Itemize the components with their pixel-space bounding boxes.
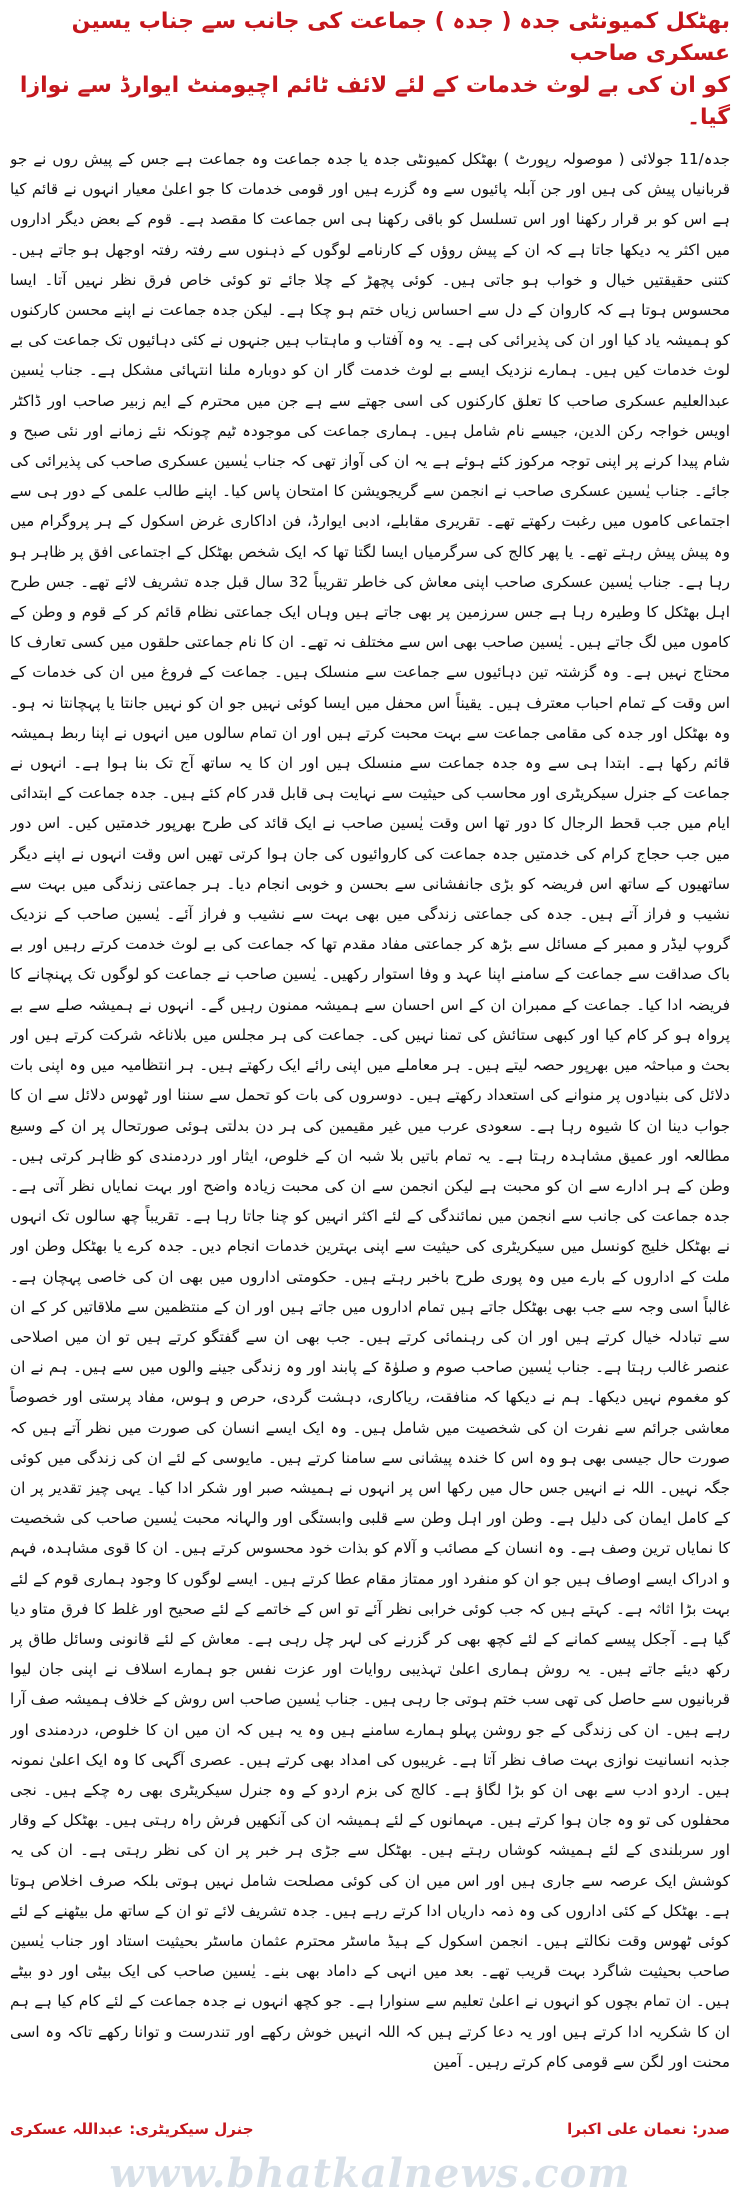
secretary-signature: [10, 2120, 254, 2146]
secretary-name: عبداللہ عسکری: [10, 2120, 124, 2138]
article-paragraph: جدہ/11 جولائی ( موصولہ رپورٹ ) بھٹکل کمیونٹی جدہ یا جدہ جماعت وہ جماعت ہے جس کے پیش روں نے جو قربانیاں پیش کی ہیں اور جن آبلہ پائیوں سے وہ گزرے ہیں اور قومی خدمات کا جو اعلیٰ معیار انہوں نے قائم کیا ہے اس کو بر قرار رکھنا اور اس تسلسل کو باقی رکھنا ہی اس جماعت کا مقصد ہے۔ قوم کے بعض دیگر اداروں میں اکثر یہ دیکھا جاتا ہے کہ ان کے پیش روؤں کے کارنامے لوگوں کے ذہنوں سے رفتہ رفتہ اوجھل ہو جاتے ہیں۔ کتنی حقیقتیں خیال و خواب ہو جاتی ہیں۔ کوئی پچھڑ کے چلا جائے تو کوئی خاص فرق نظر نہیں آتا۔ ایسا محسوس ہوتا ہے کہ کاروان کے دل سے احساس زیاں ختم ہو چکا ہے۔ لیکن جدہ جماعت نے اپنے محسن کارکنوں کو ہمیشہ یاد کیا اور ان کی پذیرائی کی ہے۔ یہ وہ آفتاب و ماہتاب ہیں جنہوں نے کئی دہائیوں تک جماعت کی بے لوث خدمات کیں ہیں۔ ہمارے نزدیک ایسے بے لوث خدمت گار ان کو دوبارہ ملنا انتہائی مشکل ہے۔ جناب یٰسین عبدالعلیم عسکری صاحب کا تعلق کارکنوں کی اسی جھتے سے ہے جن میں محترم کے ایم زبیر صاحب اور ڈاکٹر اویس خواجہ رکن الدین، جیسے نام شامل ہیں۔ ہماری جماعت کی موجودہ ٹیم چونکہ نئے زمانے اور نئی صبح و شام پیدا کرنے پر اپنی توجہ مرکوز کئے ہوئے ہے یہ ان کی آواز تھی کہ جناب یٰسین عسکری صاحب کی پذیرائی کی جائے۔ جناب یٰسین عسکری صاحب نے انجمن سے گریجویشن کا امتحان پاس کیا۔ اپنے طالب علمی کے دور ہی سے اجتماعی کاموں میں رغبت رکھتے تھے۔ تقریری مقابلے، ادبی ایوارڈ، فن اداکاری غرض اسکول کے ہر پروگرام میں وہ پیش پیش رہتے تھے۔ یا پھر کالج کی سرگرمیاں ایسا لگتا تھا کہ ایک شخص بھٹکل کے اجتماعی افق پر ظاہر ہو رہا ہے۔ جناب یٰسین عسکری صاحب اپنی معاش کی خاطر تقریباً 32 سال قبل جدہ تشریف لائے تھے۔ جس طرح اہل بھٹکل کا وطیرہ رہا ہے جس سرزمین پر بھی جاتے ہیں وہاں ایک جماعتی نظام قائم کر کے قوم و وطن کے کاموں میں لگ جاتے ہیں۔ یٰسین صاحب بھی اس سے مختلف نہ تھے۔ ان کا نام جماعتی حلقوں میں کسی تعارف کا محتاج نہیں ہے۔ وہ گزشتہ تین دہائیوں سے جماعت سے منسلک ہیں۔ جماعت کے فروغ میں ان کی خدمات کے اس وقت کے تمام احباب معترف ہیں۔ یقیناً اس محفل میں ایسا کوئی نہیں جو ان کو نہیں جانتا یا پہچانتا نہ ہو۔ وہ بھٹکل اور جدہ کی مقامی جماعت سے بہت محبت کرتے ہیں اور ان تمام سالوں میں انہوں نے اپنا ربط ہمیشہ قائم رکھا ہے۔ ابتدا ہی سے وہ جدہ جماعت سے منسلک ہیں اور ان کا یہ ساتھ آج تک بنا ہوا ہے۔ انہوں نے جماعت کے جنرل سیکریٹری اور محاسب کی حیثیت سے نہایت ہی قابل قدر کام کئے ہیں۔ جدہ جماعت کے ابتدائی ایام میں جب قحط الرجال کا دور تھا اس وقت یٰسین صاحب نے ایک قائد کی طرح بھرپور خدمتیں کیں۔ اس دور میں جب حجاج کرام کی خدمتیں جدہ جماعت کی کاروائیوں کی جان ہوا کرتی تھیں اس وقت انہوں نے اپنے دیگر ساتھیوں کے ساتھ اس فریضہ کو بڑی جانفشانی سے بحسن و خوبی انجام دیا۔ ہر جماعتی زندگی میں بہت سے نشیب و فراز آتے ہیں۔ جدہ کی جماعتی زندگی میں بھی بہت سے نشیب و فراز آئے۔ یٰسین صاحب کے نزدیک گروپ لیڈر و ممبر کے مسائل سے بڑھ کر جماعتی مفاد مقدم تھا کہ جماعت کی بے لوث خدمت کرتے رہیں اور بے باک صداقت سے جماعت کے سامنے اپنا عہد و وفا استوار رکھیں۔ یٰسین صاحب نے جماعت کو لوگوں تک پہنچانے کا فریضہ ادا کیا۔ جماعت کے ممبران ان کے اس احسان سے ہمیشہ ممنون رہیں گے۔ انہوں نے ہمیشہ صلے سے بے پرواہ ہو کر کام کیا اور کبھی ستائش کی تمنا نہیں کی۔ جماعت کی ہر مجلس میں بلاناغہ شرکت کرتے ہیں اور بحث و مباحثہ میں بھرپور حصہ لیتے ہیں۔ ہر معاملے میں اپنی رائے ایک رکھتے ہیں۔ ہر انتظامیہ میں وہ اپنی بات دلائل کی بنیادوں پر منوانے کی استعداد رکھتے ہیں۔ دوسروں کی بات کو تحمل سے سننا اور ٹھوس دلائل سے ان کا جواب دینا ان کا شیوہ رہا ہے۔ سعودی عرب میں غیر مقیمین کی ہر دن بدلتی ہوئی صورتحال پر ان کے وسیع مطالعہ اور عمیق مشاہدہ رہتا ہے۔ یہ تمام باتیں بلا شبہ ان کے خلوص، ایثار اور دردمندی کو ظاہر کرتی ہیں۔ وطن کے ہر ادارے سے ان کو محبت ہے لیکن انجمن سے ان کی محبت زیادہ واضح اور بہت نمایاں نظر آتی ہے۔ جدہ جماعت کی جانب سے انجمن میں نمائندگی کے لئے اکثر انہیں کو چنا جاتا رہا ہے۔ تقریباً چھ سالوں تک انہوں نے بھٹکل خلیج کونسل میں سیکریٹری کی حیثیت سے اپنی بہترین خدمات انجام دیں۔ جدہ کرے یا بھٹکل وطن اور ملت کے اداروں کے بارے میں وہ پوری طرح باخبر رہتے ہیں۔ حکومتی اداروں میں بھی ان کی خاصی پہچان ہے۔ غالباً اسی وجہ سے جب بھی بھٹکل جاتے ہیں تمام اداروں میں جاتے ہیں اور ان کے منتظمین سے ملاقاتیں کر کے ان سے تبادلہ خیال کرتے ہیں اور ان کی رہنمائی کرتے ہیں۔ جب بھی ان سے گفتگو کرتے ہیں تو ان میں اصلاحی عنصر غالب رہتا ہے۔ جناب یٰسین صاحب صوم و صلوٰۃ کے پابند اور وہ زندگی جینے والوں میں سے ہیں۔ ہم نے ان کو مغموم نہیں دیکھا۔ ہم نے دیکھا کہ منافقت، ریاکاری، دہشت گردی، حرص و ہوس، مفاد پرستی اور خصوصاً معاشی جرائم سے نفرت ان کی شخصیت میں شامل ہیں۔ وہ ایک ایسے انسان کی صورت میں نظر آتے ہیں کہ صورت حال جیسی بھی ہو وہ اس کا خندہ پیشانی سے سامنا کرتے ہیں۔ مایوسی کے لئے ان کی زندگی میں کوئی جگہ نہیں۔ اللہ نے انہیں جس حال میں رکھا اس پر انہوں نے ہمیشہ صبر اور شکر ادا کیا۔ یہی چیز تقدیر پر ان کے کامل ایمان کی دلیل ہے۔ وطن اور اہل وطن سے قلبی وابستگی اور والہانہ محبت یٰسین صاحب کی شخصیت کا نمایاں ترین وصف ہے۔ وہ انسان کے مصائب و آلام کو بذات خود محسوس کرتے ہیں۔ ان کا قوی مشاہدہ، فہم و ادراک ایسے اوصاف ہیں جو ان کو منفرد اور ممتاز مقام عطا کرتے ہیں۔ ایسے لوگوں کا وجود ہماری قوم کے لئے بہت بڑا اثاثہ ہے۔ کہتے ہیں کہ جب کوئی خرابی نظر آئے تو اس کے خاتمے کے لئے صحیح اور غلط کا فرق متاو دیا گیا ہے۔ آجکل پیسے کمانے کے لئے کچھ بھی کر گزرنے کی لہر چل رہی ہے۔ معاش کے لئے قانونی وسائل طاق پر رکھ دیئے جاتے ہیں۔ یہ روش ہماری اعلیٰ تہذیبی روایات اور عزت نفس جو ہمارے اسلاف نے اپنی جان لیوا قربانیوں سے حاصل کی تھی سب ختم ہوتی جا رہی ہیں۔ جناب یٰسین صاحب اس روش کے خلاف ہمیشہ صف آرا رہے ہیں۔ ان کی زندگی کے جو روشن پہلو ہمارے سامنے ہیں وہ یہ ہیں کہ ان میں ان کا خلوص، دردمندی اور جذبہ انسانیت نوازی بہت صاف نظر آتا ہے۔ غریبوں کی امداد بھی کرتے ہیں۔ عصری آگہی کا وہ ایک اعلیٰ نمونہ ہیں۔ اردو ادب سے بھی ان کو بڑا لگاؤ ہے۔ کالج کی بزم اردو کے وہ جنرل سیکریٹری بھی رہ چکے ہیں۔ نجی محفلوں کی تو وہ جان ہوا کرتے ہیں۔ مہمانوں کے لئے ہمیشہ ان کی آنکھیں فرش راہ رہتی ہیں۔ بھٹکل کے وقار اور سربلندی کے لئے ہمیشہ کوشاں رہتے ہیں۔ بھٹکل سے جڑی ہر خبر پر ان کی نظر رہتی ہے۔ ان کی یہ کوشش ایک عرصہ سے جاری ہیں اور اس میں ان کی کوئی مصلحت شامل نہیں ہوتی بلکہ صرف اخلاص ہوتا ہے۔ بھٹکل کے کئی اداروں کی وہ ذمہ داریاں ادا کرتے رہے ہیں۔ جدہ تشریف لائے تو ان کے ساتھ مل بیٹھنے کے لئے کوئی ٹھوس وقت نکالتے ہیں۔ انجمن اسکول کے ہیڈ ماسٹر محترم عثمان ماسٹر بحیثیت استاد اور جناب یٰسین صاحب بحیثیت شاگرد بہت قریب تھے۔ بعد میں انہی کے داماد بھی بنے۔ یٰسین صاحب کی ایک بیٹی اور دو بیٹے ہیں۔ ان تمام بچوں کو انہوں نے اعلیٰ تعلیم سے سنوارا ہے۔ جو کچھ انہوں نے جدہ جماعت کے لئے کام کیا ہے ہم ان کا شکریہ ادا کرتے ہیں اور یہ دعا کرتے ہیں کہ اللہ انہیں خوش رکھے اور تندرست و توانا رکھے تاکہ وہ اسی محنت اور لگن سے قومی کام کرتے رہیں۔ آمین: [10, 150, 730, 2071]
headline-line-1: بھٹکل کمیونٹی جدہ ( جدہ ) جماعت کی جانب سے جناب یسین عسکری صاحب: [71, 9, 730, 66]
secretary-title: جنرل سیکریٹری:: [129, 2120, 254, 2138]
president-signature: [567, 2120, 730, 2146]
signatures-row: [10, 2120, 730, 2146]
article-body: [10, 144, 730, 2119]
site-watermark: www.bhatkalnews.com: [109, 2150, 631, 2197]
headline: [10, 6, 730, 134]
president-title: صدر:: [692, 2120, 730, 2138]
headline-line-2: کو ان کی بے لوث خدمات کے لئے لائف ٹائم اچیومنٹ ایوارڈ سے نوازا گیا۔: [19, 73, 730, 130]
president-name: نعمان علی اکبرا: [567, 2120, 687, 2138]
